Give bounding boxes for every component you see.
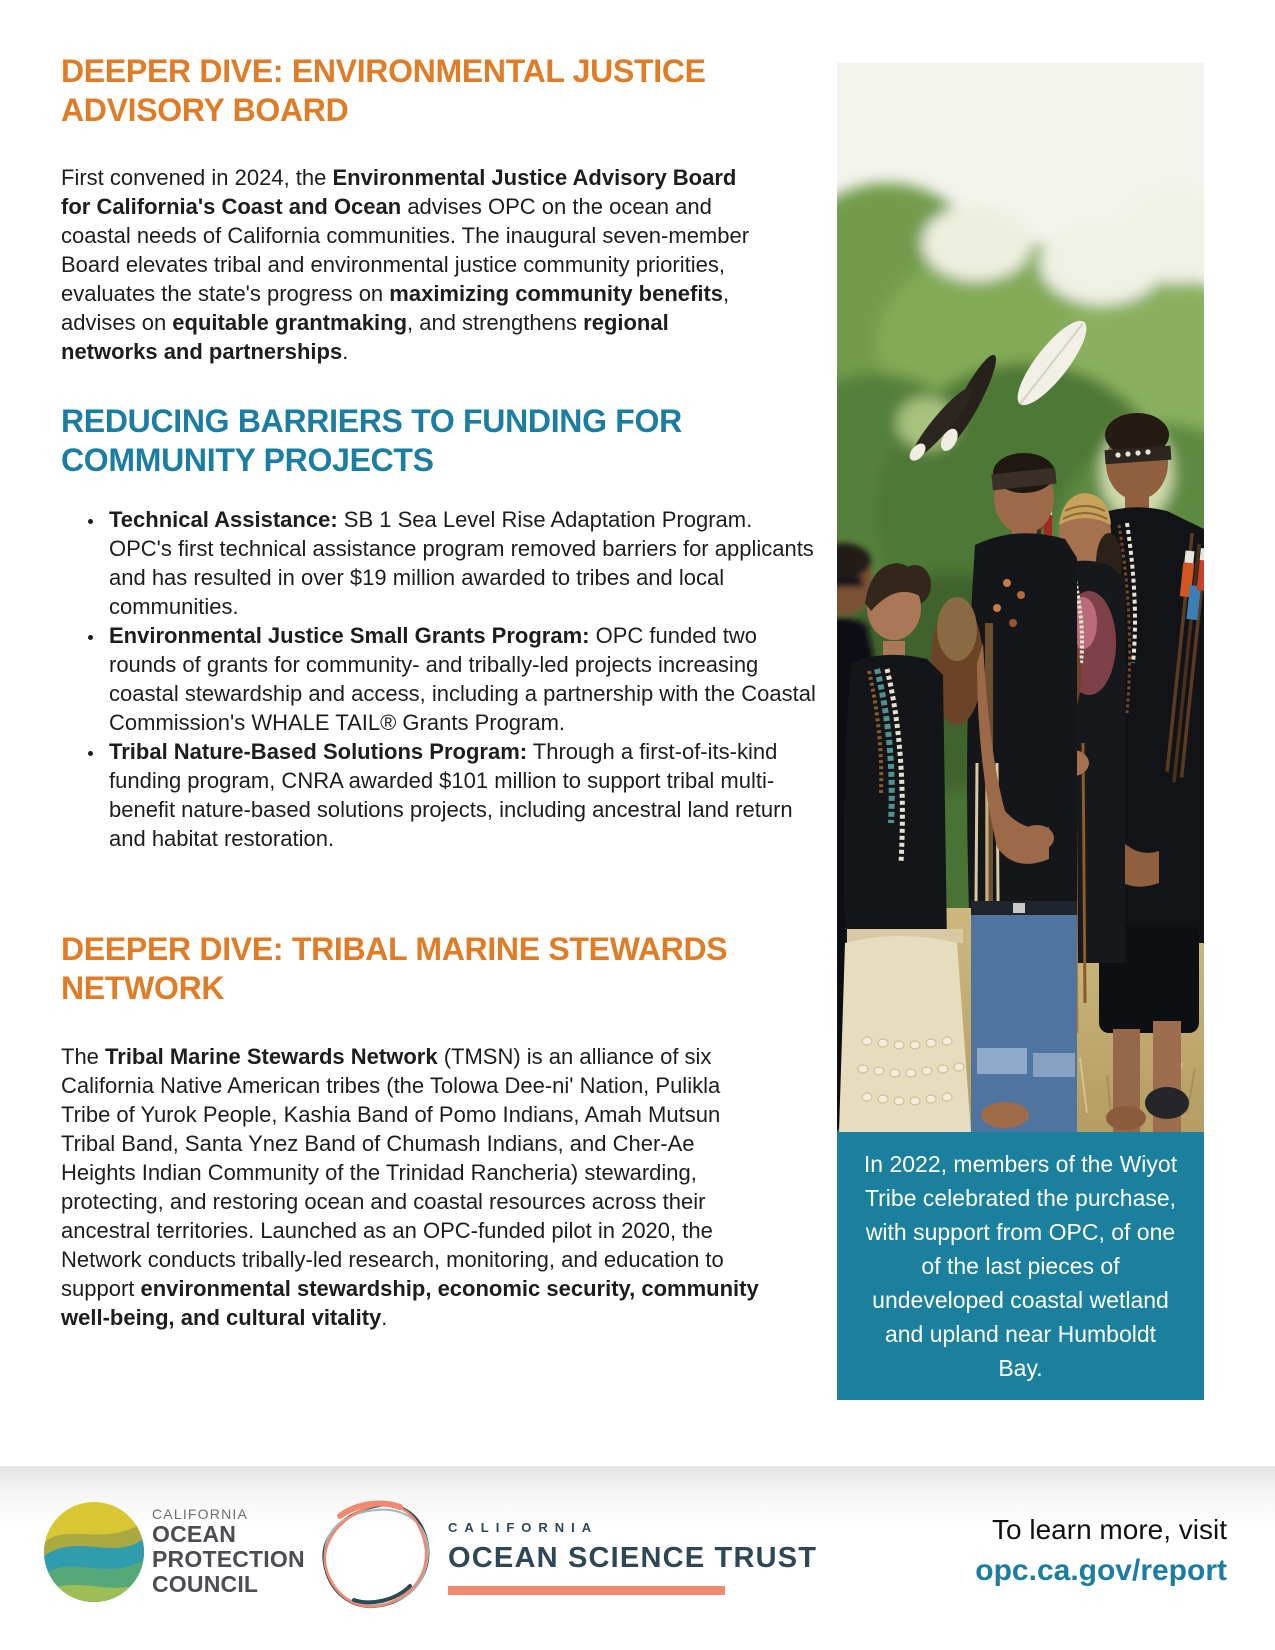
bullet-technical-assistance: • Technical Assistance: SB 1 Sea Level Rise Adaptation Program. OPC's first technical assistance program removed barriers for applicants and has resulted in over $19 million awarded to tribes and local communities.: [105, 505, 817, 621]
ost-name: OCEAN SCIENCE TRUST: [448, 1542, 818, 1574]
bullet-ej-small-grants: • Environmental Justice Small Grants Program: OPC funded two rounds of grants for community- and tribally-led projects increasing coastal stewardship and access, including a partnership with the Coastal Commission's WHALE TAIL® Grants Program.: [105, 621, 817, 737]
paragraph-ej-advisory-board: First convened in 2024, the Environmental Justice Advisory Board for California's Coast and Ocean advises OPC on the ocean and coastal needs of California communities. The inaugural seven-member Board elevates tribal and environmental justice community priorities, evaluates the state's progress on maximizing community benefits, advises on equitable grantmaking, and strengthens regional networks and partnerships.: [61, 165, 750, 364]
funding-bullet-list: [61, 505, 817, 853]
ost-underline-bar: [448, 1586, 725, 1595]
section-title-tmsn: DEEPER DIVE: TRIBAL MARINE STEWARDS NETWORK: [61, 931, 728, 1006]
ost-logo-text: [448, 1520, 817, 1595]
ost-scribble-circle-icon: [314, 1494, 438, 1616]
ost-logo-icon: [314, 1494, 438, 1616]
opc-line-ocean: OCEAN: [152, 1521, 237, 1547]
opc-line-protection: PROTECTION: [152, 1546, 305, 1572]
opc-eyebrow: CALIFORNIA: [152, 1506, 249, 1522]
opc-globe-icon: [44, 1502, 144, 1602]
tribal-ceremony-photo: [837, 63, 1204, 1132]
learn-more-text: To learn more, visit: [992, 1514, 1227, 1545]
paragraph-tmsn: The Tribal Marine Stewards Network (TMSN) is an alliance of six California Native American tribes (the Tolowa Dee-ni' Nation, Pulikla Tribe of Yurok People, Kashia Band of Pomo Indians, Amah Mutsun Tribal Band, Santa Ynez Band of Chumash Indians, and Cher-Ae Heights Indian Community of the Trinidad Rancheria) stewarding, protecting, and restoring ocean and coastal resources across their ancestral territories. Launched as an OPC-funded pilot in 2020, the Network conducts tribally-led research, monitoring, and education to support environmental stewardship, economic security, community well-being, and cultural vitality.: [61, 1044, 759, 1330]
section-title-reducing-barriers: REDUCING BARRIERS TO FUNDING FOR COMMUNITY PROJECTS: [61, 403, 682, 478]
bullet-tribal-nature-based: • Tribal Nature-Based Solutions Program: Through a first-of-its-kind funding program, CNRA awarded $101 million to support tribal multi-benefit nature-based solutions projects, including ancestral land return and habitat restoration.: [105, 737, 817, 853]
opc-logo-text: [152, 1506, 305, 1597]
report-link[interactable]: opc.ca.gov/report: [975, 1554, 1227, 1587]
ost-eyebrow: CALIFORNIA: [448, 1520, 599, 1535]
opc-line-council: COUNCIL: [152, 1571, 259, 1597]
learn-more-block: [975, 1510, 1227, 1592]
tribal-ceremony-photo-illustration: [837, 63, 1204, 1132]
section-title-ej-advisory-board: DEEPER DIVE: ENVIRONMENTAL JUSTICE ADVISORY BOARD: [61, 53, 706, 128]
photo-caption: In 2022, members of the Wiyot Tribe celebrated the purchase, with support from OPC, of one of the last pieces of undeveloped coastal wetland and upland near Humboldt Bay.: [837, 1132, 1204, 1400]
opc-logo-icon: [44, 1502, 144, 1602]
